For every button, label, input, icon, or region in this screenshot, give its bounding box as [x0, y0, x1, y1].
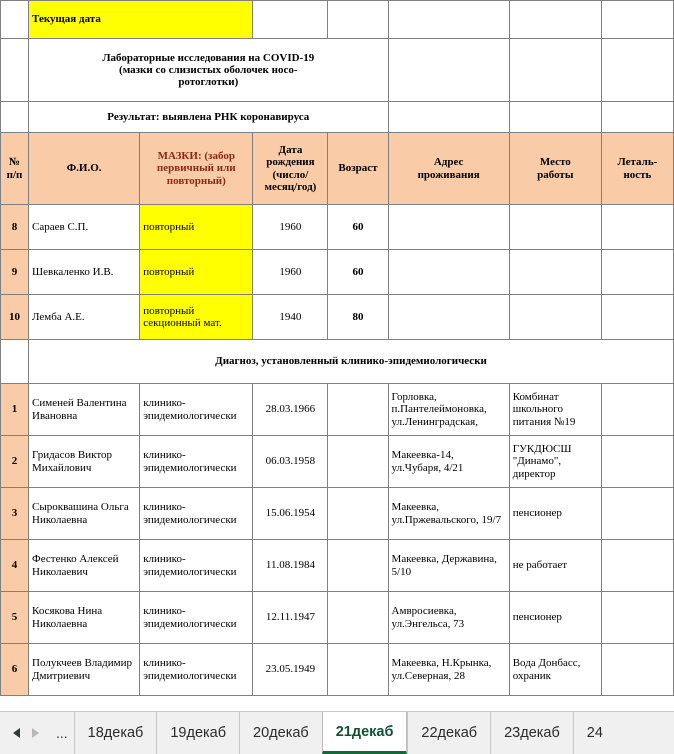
sheet-overflow-ellipsis[interactable]: ...: [56, 725, 68, 741]
cell-work[interactable]: не работает: [509, 540, 601, 592]
cell-address[interactable]: [388, 295, 509, 340]
cell-empty-f1[interactable]: [388, 1, 509, 39]
cell-method[interactable]: клинико-эпидемиологически: [140, 488, 253, 540]
table-row[interactable]: [1, 488, 674, 540]
cell-fio[interactable]: Полукчеев Владимир Дмитриевич: [29, 644, 140, 696]
cell-lethality[interactable]: [601, 384, 673, 436]
sheet-tab-19dekab[interactable]: 19декаб: [156, 712, 239, 754]
cell-lethality[interactable]: [601, 436, 673, 488]
header-work-line2: работы: [537, 168, 574, 181]
cell-fio[interactable]: Фестенко Алексей Николаевич: [29, 540, 140, 592]
header-address-line1: Адрес: [433, 156, 464, 169]
cell-address[interactable]: Макеевка, ул.Пржевальского, 19/7: [388, 488, 509, 540]
header-address-line2: проживания: [417, 168, 480, 181]
title-row: [1, 39, 674, 102]
table-row[interactable]: [1, 644, 674, 696]
cell-lethality[interactable]: [601, 488, 673, 540]
cell-birthdate[interactable]: 23.05.1949: [253, 644, 328, 696]
row-number[interactable]: 2: [1, 436, 29, 488]
header-lethal-line2: ность: [623, 168, 652, 181]
row-number[interactable]: 4: [1, 540, 29, 592]
sheet-tab-23dekab[interactable]: 23декаб: [490, 712, 573, 754]
cell-birthdate[interactable]: 28.03.1966: [253, 384, 328, 436]
title-line-3: ротоглотки): [178, 76, 239, 89]
cell-fio[interactable]: Лемба А.Е.: [29, 295, 140, 340]
cell-smear[interactable]: [140, 295, 253, 340]
header-birth-line2: рождения: [266, 156, 315, 169]
cell-lethality[interactable]: [601, 250, 673, 295]
cell-empty-a3[interactable]: [1, 102, 29, 133]
header-age[interactable]: Возраст: [328, 133, 388, 205]
cell-empty-g3[interactable]: [509, 102, 601, 133]
cell-work[interactable]: пенсионер: [509, 592, 601, 644]
cell-method[interactable]: клинико-эпидемиологически: [140, 384, 253, 436]
cell-smear[interactable]: повторный: [140, 250, 253, 295]
cell-age[interactable]: [328, 384, 388, 436]
table-row[interactable]: [1, 436, 674, 488]
title-line-1: Лабораторные исследования на COVID-19: [102, 51, 315, 64]
cell-work[interactable]: [509, 295, 601, 340]
sheet-tab-18dekab[interactable]: 18декаб: [74, 712, 157, 754]
cell-empty-e1[interactable]: [328, 1, 388, 39]
cell-work[interactable]: [509, 205, 601, 250]
table-row[interactable]: [1, 295, 674, 340]
row-number[interactable]: 5: [1, 592, 29, 644]
header-smear[interactable]: [140, 133, 253, 205]
cell-empty-a1[interactable]: [1, 1, 29, 39]
sheet-tab-20dekab[interactable]: 20декаб: [239, 712, 322, 754]
cell-address[interactable]: Амвросиевка, ул.Энгельса, 73: [388, 592, 509, 644]
diagnosis-section-title[interactable]: Диагноз, установленный клинико-эпидемиологически: [29, 340, 674, 384]
cell-fio[interactable]: Гридасов Виктор Михайлович: [29, 436, 140, 488]
cell-age[interactable]: [328, 436, 388, 488]
sheet-tabs: [74, 712, 674, 754]
cell-work[interactable]: ГУКДЮСШ "Динамо", директор: [509, 436, 601, 488]
cell-age[interactable]: [328, 540, 388, 592]
row-number[interactable]: 9: [1, 250, 29, 295]
cell-method[interactable]: клинико-эпидемиологически: [140, 644, 253, 696]
sheet-nav-arrows: [0, 712, 48, 754]
header-birthdate[interactable]: [253, 133, 328, 205]
cell-empty-h1[interactable]: [601, 1, 673, 39]
cell-birthdate[interactable]: 12.11.1947: [253, 592, 328, 644]
table-row[interactable]: [1, 205, 674, 250]
cell-age[interactable]: 80: [328, 295, 388, 340]
table-header-row: [1, 133, 674, 205]
cell-work[interactable]: Комбинат школьного питания №19: [509, 384, 601, 436]
row-number[interactable]: 3: [1, 488, 29, 540]
cell-birthdate[interactable]: 06.03.1958: [253, 436, 328, 488]
cell-fio[interactable]: Сыроквашина Ольга Николаевна: [29, 488, 140, 540]
cell-method[interactable]: клинико-эпидемиологически: [140, 540, 253, 592]
cell-age[interactable]: [328, 644, 388, 696]
cell-age[interactable]: [328, 488, 388, 540]
current-date-cell[interactable]: Текущая дата: [29, 1, 253, 39]
header-work-line1: Место: [539, 156, 571, 169]
cell-smear-line2: секционный мат.: [143, 317, 222, 329]
cell-birthdate[interactable]: 1940: [253, 295, 328, 340]
header-fio[interactable]: Ф.И.О.: [29, 133, 140, 205]
cell-fio[interactable]: Шевкаленко И.В.: [29, 250, 140, 295]
cell-address[interactable]: Макеевка-14, ул.Чубаря, 4/21: [388, 436, 509, 488]
result-cell[interactable]: Результат: выявлена РНК коронавируса: [29, 102, 389, 133]
header-birth-line1: Дата: [278, 143, 303, 156]
cell-empty-a2[interactable]: [1, 39, 29, 102]
cell-work[interactable]: Вода Донбасс, охраник: [509, 644, 601, 696]
header-num-line2: п/п: [6, 168, 23, 181]
cell-empty-h2[interactable]: [601, 39, 673, 102]
table-row[interactable]: [1, 384, 674, 436]
header-lethality[interactable]: [601, 133, 673, 205]
cell-method[interactable]: клинико-эпидемиологически: [140, 436, 253, 488]
header-work[interactable]: [509, 133, 601, 205]
cell-lethality[interactable]: [601, 540, 673, 592]
header-birth-line3: (число/: [272, 168, 309, 181]
title-line-2: (мазки со слизистых оболочек носо-: [119, 63, 298, 76]
cell-empty-h3[interactable]: [601, 102, 673, 133]
table-row[interactable]: [1, 540, 674, 592]
cell-address[interactable]: [388, 250, 509, 295]
cell-fio[interactable]: Сараев С.П.: [29, 205, 140, 250]
prev-sheet-arrow[interactable]: [8, 720, 26, 746]
cell-fio[interactable]: Сименей Валентина Ивановна: [29, 384, 140, 436]
diagnosis-section-row: [1, 340, 674, 384]
sheet-tab-24dekab[interactable]: 24: [573, 712, 616, 754]
table-row[interactable]: [1, 250, 674, 295]
cell-birthdate[interactable]: 15.06.1954: [253, 488, 328, 540]
sheet-tab-bar: [0, 711, 674, 754]
header-lethal-line1: Леталь-: [617, 156, 658, 169]
cell-lethality[interactable]: [601, 295, 673, 340]
row-number[interactable]: 10: [1, 295, 29, 340]
cell-smear[interactable]: повторный: [140, 205, 253, 250]
row-number[interactable]: 8: [1, 205, 29, 250]
result-row: [1, 102, 674, 133]
cell-address[interactable]: [388, 205, 509, 250]
cell-work[interactable]: пенсионер: [509, 488, 601, 540]
current-date-row: [1, 1, 674, 39]
cell-birthdate[interactable]: 11.08.1984: [253, 540, 328, 592]
header-birth-line4: месяц/год): [264, 180, 317, 193]
row-number[interactable]: 6: [1, 644, 29, 696]
sheet-tab-22dekab[interactable]: 22декаб: [407, 712, 490, 754]
cell-lethality[interactable]: [601, 592, 673, 644]
report-title-cell[interactable]: [29, 39, 389, 102]
cell-address[interactable]: Горловка, п.Пантелеймоновка, ул.Ленинградская,: [388, 384, 509, 436]
cell-empty-f3[interactable]: [388, 102, 509, 133]
cell-work[interactable]: [509, 250, 601, 295]
header-smear-line2: первичный или: [156, 162, 236, 175]
cell-fio[interactable]: Косякова Нина Николаевна: [29, 592, 140, 644]
next-sheet-arrow[interactable]: [26, 720, 44, 746]
cell-birthdate[interactable]: 1960: [253, 205, 328, 250]
cell-address[interactable]: Макеевка, Н.Крынка, ул.Северная, 28: [388, 644, 509, 696]
cell-empty-g1[interactable]: [509, 1, 601, 39]
header-num-line1: №: [8, 156, 21, 169]
cell-birthdate[interactable]: 1960: [253, 250, 328, 295]
cell-age[interactable]: 60: [328, 205, 388, 250]
cell-age[interactable]: 60: [328, 250, 388, 295]
sheet-tab-21dekab[interactable]: 21декаб: [322, 712, 408, 754]
table-row[interactable]: [1, 592, 674, 644]
cell-lethality[interactable]: [601, 644, 673, 696]
header-smear-line3: повторный): [166, 174, 226, 187]
cell-lethality[interactable]: [601, 205, 673, 250]
header-address[interactable]: [388, 133, 509, 205]
header-smear-line1: МАЗКИ: (забор: [157, 150, 235, 163]
cell-empty-diag-a[interactable]: [1, 340, 29, 384]
header-num[interactable]: [1, 133, 29, 205]
row-number[interactable]: 1: [1, 384, 29, 436]
cell-empty-f2[interactable]: [388, 39, 509, 102]
cell-empty-g2[interactable]: [509, 39, 601, 102]
cell-smear-line1: повторный: [143, 304, 195, 317]
cell-address[interactable]: Макеевка, Державина, 5/10: [388, 540, 509, 592]
cell-age[interactable]: [328, 592, 388, 644]
cell-method[interactable]: клинико-эпидемиологически: [140, 592, 253, 644]
cell-empty-d1[interactable]: [253, 1, 328, 39]
